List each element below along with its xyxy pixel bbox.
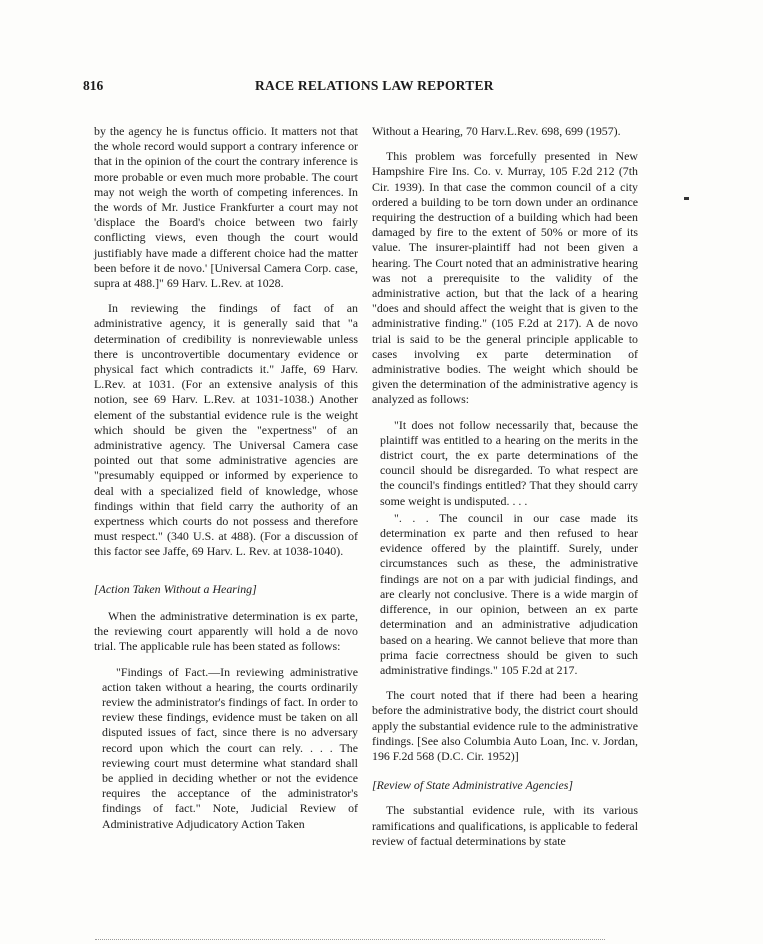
running-title: RACE RELATIONS LAW REPORTER	[255, 78, 494, 93]
right-paragraph-2: The court noted that if there had been a hearing before the administrative body, the district court should apply the substantial evidence rule to the administrative findings. [See also Columbia Auto Loan, Inc. v. Jordan, 196 F.2d 568 (D.C. Cir. 1952)]	[372, 688, 638, 763]
section-heading-action-without-hearing: [Action Taken Without a Hearing]	[94, 581, 257, 596]
bottom-rule	[95, 939, 605, 940]
right-paragraph-3: The substantial evidence rule, with its various ramifications and qualifications, is applicable to federal review of factual determinations by state	[372, 803, 638, 848]
right-block-quote	[380, 418, 638, 678]
page-number: 816	[83, 78, 104, 93]
right-quote-paragraph-1: "It does not follow necessarily that, because the plaintiff was entitled to a hearing on the merits in the district court, the ex parte determinations of the council should be disregarded. To what respect are the council's findings entitled? That they should carry some weight is undisputed. . . .	[380, 417, 638, 508]
section-heading-state-agencies: [Review of State Administrative Agencies]	[372, 778, 574, 793]
right-paragraph-1: This problem was forcefully presented in New Hampshire Fire Ins. Co. v. Murray, 105 F.2d 212 (7th Cir. 1939). In that case the common council of a city ordered a building to be torn down under an ordinance requiring the destruction of a building which had been damaged by fire to the extent of 50% or more of its value. The insurer-plaintiff had not been given a hearing. The Court noted that an administrative hearing was not a prerequisite to the validity of the administrative action, but that the lack of a hearing "does and should affect the weight that is given to the administrative finding." (105 F.2d at 217). A de novo trial is said to be the general principle applicable to cases involving ex parte determination of administrative bodies. The weight which should be given the determination of the administrative agency is analyzed as follows:	[372, 149, 638, 407]
left-quote-paragraph: "Findings of Fact.—In reviewing administrative action taken without a hearing, the courts ordinarily review the administrator's findings of fact. In order to review these findings, evidence must be taken on all disputed issues of fact, since there is no adversary record upon which the court can rely. . . . The reviewing court must determine what standard shall be applied in deciding whether or not the evidence requires the acceptance of the administrator's findings of fact." Note, Judicial Review of Administrative Adjudicatory Action Taken	[102, 664, 358, 831]
right-paragraph-0: Without a Hearing, 70 Harv.L.Rev. 698, 699 (1957).	[372, 124, 621, 138]
left-paragraph-1: by the agency he is functus officio. It matters not that the whole record would support a contrary inference or that in the opinion of the court the contrary inference is more probable or even much more probable. The court may not weigh the worth of competing inferences. In the words of Mr. Justice Frankfurter a court may not 'displace the Board's choice between two fairly conflicting views, even though the court would justifiably have made a different choice had the matter been before it de novo.' [Universal Camera Corp. case, supra at 488.]" 69 Harv. L.Rev. at 1028.	[94, 124, 358, 291]
left-column	[94, 124, 358, 842]
right-quote-paragraph-2: ". . . The council in our case made its determination ex parte and then refused to hear evidence offered by the plaintiff. Surely, under circumstances such as these, the administrative findings are not on a par with judicial findings, and are clearly not conclusive. There is a wide margin of difference, in our opinion, between an ex parte determination and an administrative adjudication based on a hearing. We cannot believe that more than prima facie correctness should be given to such administrative findings." 105 F.2d at 217.	[380, 510, 638, 677]
left-paragraph-3: When the administrative determination is ex parte, the reviewing court apparently will hold a de novo trial. The applicable rule has been stated as follows:	[94, 608, 358, 654]
left-paragraph-2: In reviewing the findings of fact of an administrative agency, it is generally said that "a determination of credibility is nonreviewable unless there is uncontrovertible documentary evidence or physical fact which contradicts it." Jaffe, 69 Harv. L.Rev. at 1031. (For an extensive analysis of this notion, see 69 Harv. L.Rev. at 1031-1038.) Another element of the substantial evidence rule is the weight which should be given the "expertness" of an administrative agency. The Universal Camera case pointed out that some administrative agencies are "presumably equipped or informed by experience to deal with a specialized field of knowledge, whose findings within that field carry the authority of an expertness which courts do not possess and therefore must respect." (340 U.S. at 488). (For a discussion of this factor see Jaffe, 69 Harv. L. Rev. at 1038-1040).	[94, 301, 358, 559]
margin-mark	[684, 197, 689, 200]
right-column	[372, 124, 638, 859]
left-block-quote	[102, 665, 358, 832]
running-head	[83, 78, 683, 98]
